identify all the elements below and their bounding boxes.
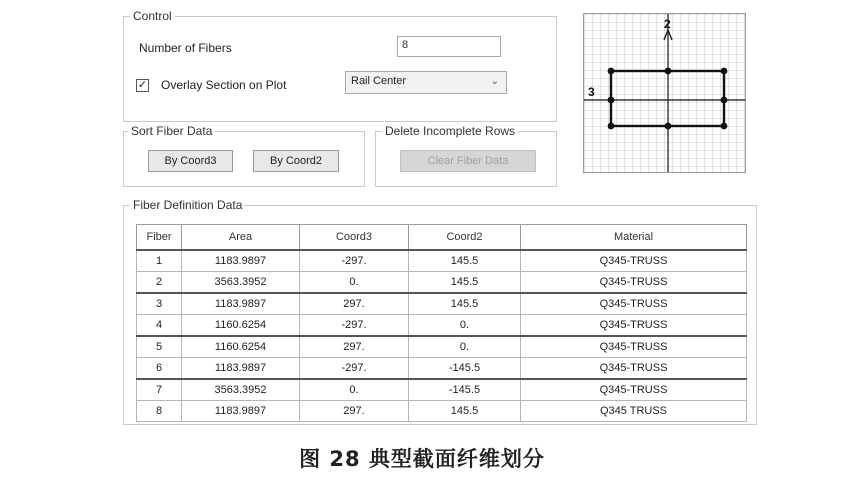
cell-coord2[interactable]: 145.5 bbox=[409, 250, 521, 272]
table-row[interactable] bbox=[137, 272, 747, 294]
cell-fiber[interactable]: 7 bbox=[137, 379, 182, 401]
cell-area[interactable]: 3563.3952 bbox=[182, 379, 300, 401]
column-header-coord2[interactable]: Coord2 bbox=[409, 225, 521, 251]
cell-coord3[interactable]: -297. bbox=[300, 250, 409, 272]
overlay-section-checkbox[interactable] bbox=[136, 79, 149, 92]
cell-fiber[interactable]: 5 bbox=[137, 336, 182, 358]
table-header-row bbox=[137, 225, 747, 251]
cell-area[interactable]: 3563.3952 bbox=[182, 272, 300, 294]
column-header-material[interactable]: Material bbox=[521, 225, 747, 251]
control-legend: Control bbox=[130, 9, 175, 23]
table-row[interactable] bbox=[137, 336, 747, 358]
table-row[interactable] bbox=[137, 293, 747, 315]
cell-area[interactable]: 1183.9897 bbox=[182, 401, 300, 422]
cell-coord3[interactable]: -297. bbox=[300, 358, 409, 380]
section-preview-plot bbox=[583, 13, 746, 173]
cell-coord3[interactable]: 0. bbox=[300, 272, 409, 294]
section-plot-canvas bbox=[584, 14, 746, 173]
delete-incomplete-rows-group bbox=[375, 124, 557, 187]
overlay-location-value: Rail Center bbox=[351, 75, 407, 87]
delete-legend: Delete Incomplete Rows bbox=[382, 124, 518, 138]
cell-coord2[interactable]: 145.5 bbox=[409, 293, 521, 315]
cell-material[interactable]: Q345-TRUSS bbox=[521, 250, 747, 272]
cell-coord2[interactable]: 145.5 bbox=[409, 272, 521, 294]
cell-area[interactable]: 1160.6254 bbox=[182, 336, 300, 358]
table-row[interactable] bbox=[137, 250, 747, 272]
cell-area[interactable]: 1183.9897 bbox=[182, 358, 300, 380]
cell-material[interactable]: Q345-TRUSS bbox=[521, 379, 747, 401]
cell-material[interactable]: Q345-TRUSS bbox=[521, 293, 747, 315]
fiber-definition-group bbox=[123, 198, 757, 425]
cell-fiber[interactable]: 6 bbox=[137, 358, 182, 380]
sort-legend: Sort Fiber Data bbox=[128, 124, 215, 138]
cell-area[interactable]: 1160.6254 bbox=[182, 315, 300, 337]
sort-by-coord3-button[interactable]: By Coord3 bbox=[148, 150, 233, 172]
cell-coord3[interactable]: 297. bbox=[300, 293, 409, 315]
chevron-down-icon: ⌄ bbox=[490, 76, 499, 87]
column-header-area[interactable]: Area bbox=[182, 225, 300, 251]
column-header-coord3[interactable]: Coord3 bbox=[300, 225, 409, 251]
cell-coord3[interactable]: 297. bbox=[300, 401, 409, 422]
cell-fiber[interactable]: 1 bbox=[137, 250, 182, 272]
cell-area[interactable]: 1183.9897 bbox=[182, 250, 300, 272]
cell-material[interactable]: Q345-TRUSS bbox=[521, 315, 747, 337]
fiber-definition-legend: Fiber Definition Data bbox=[130, 198, 245, 212]
cell-material[interactable]: Q345-TRUSS bbox=[521, 358, 747, 380]
cell-fiber[interactable]: 4 bbox=[137, 315, 182, 337]
cell-fiber[interactable]: 2 bbox=[137, 272, 182, 294]
overlay-section-label: Overlay Section on Plot bbox=[161, 78, 287, 92]
cell-fiber[interactable]: 8 bbox=[137, 401, 182, 422]
figure-caption: 图 28 典型截面纤维划分 bbox=[299, 447, 545, 471]
cell-coord3[interactable]: 297. bbox=[300, 336, 409, 358]
column-header-fiber[interactable]: Fiber bbox=[137, 225, 182, 251]
axis-2-label: 2 bbox=[664, 17, 671, 31]
cell-area[interactable]: 1183.9897 bbox=[182, 293, 300, 315]
number-of-fibers-label: Number of Fibers bbox=[139, 41, 232, 55]
cell-coord2[interactable]: 0. bbox=[409, 315, 521, 337]
sort-fiber-data-group bbox=[123, 124, 365, 187]
table-row[interactable] bbox=[137, 315, 747, 337]
overlay-location-select[interactable] bbox=[345, 71, 507, 94]
cell-material[interactable]: Q345-TRUSS bbox=[521, 336, 747, 358]
cell-coord2[interactable]: -145.5 bbox=[409, 379, 521, 401]
axis-3-label: 3 bbox=[588, 85, 595, 99]
cell-coord2[interactable]: -145.5 bbox=[409, 358, 521, 380]
table-row[interactable] bbox=[137, 358, 747, 380]
cell-material[interactable]: Q345-TRUSS bbox=[521, 272, 747, 294]
cell-coord3[interactable]: 0. bbox=[300, 379, 409, 401]
control-group bbox=[123, 9, 557, 122]
cell-fiber[interactable]: 3 bbox=[137, 293, 182, 315]
cell-coord2[interactable]: 145.5 bbox=[409, 401, 521, 422]
table-row[interactable] bbox=[137, 401, 747, 422]
number-of-fibers-input[interactable]: 8 bbox=[397, 36, 501, 57]
fiber-data-table bbox=[136, 224, 747, 422]
clear-fiber-data-button[interactable]: Clear Fiber Data bbox=[400, 150, 536, 172]
cell-coord3[interactable]: -297. bbox=[300, 315, 409, 337]
cell-coord2[interactable]: 0. bbox=[409, 336, 521, 358]
cell-material[interactable]: Q345 TRUSS bbox=[521, 401, 747, 422]
checkmark-icon: ✓ bbox=[137, 79, 148, 91]
sort-by-coord2-button[interactable]: By Coord2 bbox=[253, 150, 339, 172]
table-row[interactable] bbox=[137, 379, 747, 401]
